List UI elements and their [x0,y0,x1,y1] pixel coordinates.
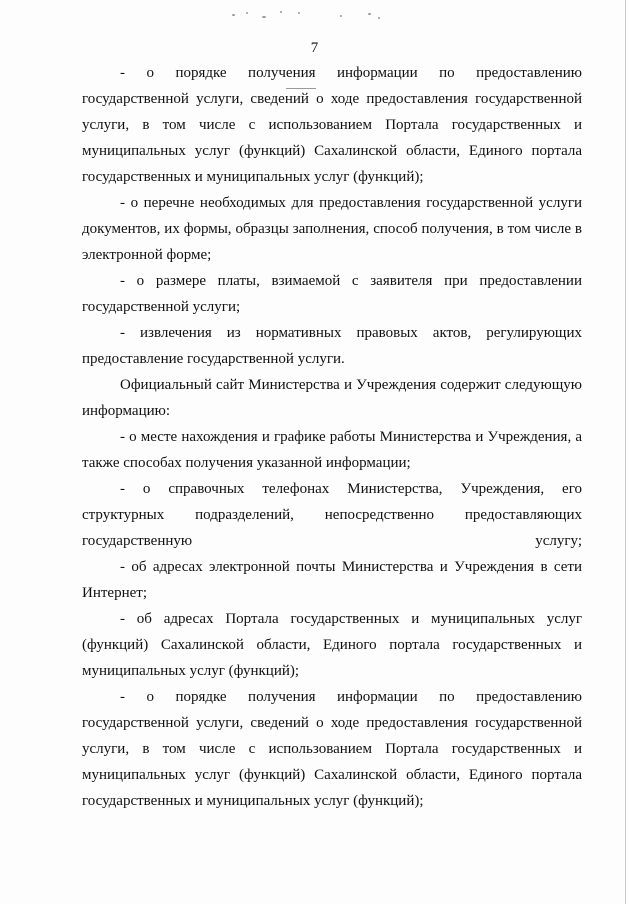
scan-speck [298,12,300,14]
scan-speck [368,13,371,15]
scan-speck [378,17,380,19]
scan-speck [246,12,248,14]
scan-speck [340,15,342,17]
scan-speck [262,16,266,18]
paragraph: - о справочных телефонах Министерства, Учреждения, его структурных подразделений, непосредственно предоставляющих государственную услугу; [82,481,582,549]
scan-speck [232,14,235,16]
paragraph: Официальный сайт Министерства и Учреждения содержит следующую информацию: [82,377,582,419]
paragraph: - о порядке получения информации по предоставлению государственной услуги, сведений о ходе предоставления государственной услуги, в том числе с использованием Портала государственных и муниципальных услуг (функций) Сахалинской области, Единого портала государственных и муниципальных услуг (функций); [82,689,582,809]
paragraph: - о порядке получения информации по предоставлению государственной услуги, сведений о ходе предоставления государственной услуги, в том числе с использованием Портала государственных и муниципальных услуг (функций) Сахалинской области, Единого портала государственных и муниципальных услуг (функций); [82,65,582,185]
paragraph: - об адресах Портала государственных и муниципальных услуг (функций) Сахалинской области, Единого портала государственных и муниципальных услуг (функций); [82,611,582,679]
paragraph: - об адресах электронной почты Министерства и Учреждения в сети Интернет; [82,559,582,601]
page-number: 7 [310,40,319,56]
document-body [82,60,582,814]
paragraph: - извлечения из нормативных правовых актов, регулирующих предоставление государственной услуги. [82,325,582,367]
paragraph: - о перечне необходимых для предоставления государственной услуги документов, их формы, образцы заполнения, способ получения, в том числе в электронной форме; [82,195,582,263]
paragraph: - о размере платы, взимаемой с заявителя при предоставлении государственной услуги; [82,273,582,315]
paragraph: - о месте нахождения и графике работы Министерства и Учреждения, а также способах получения указанной информации; [82,429,582,471]
scan-speck [280,11,282,13]
page-edge-right [625,0,626,904]
